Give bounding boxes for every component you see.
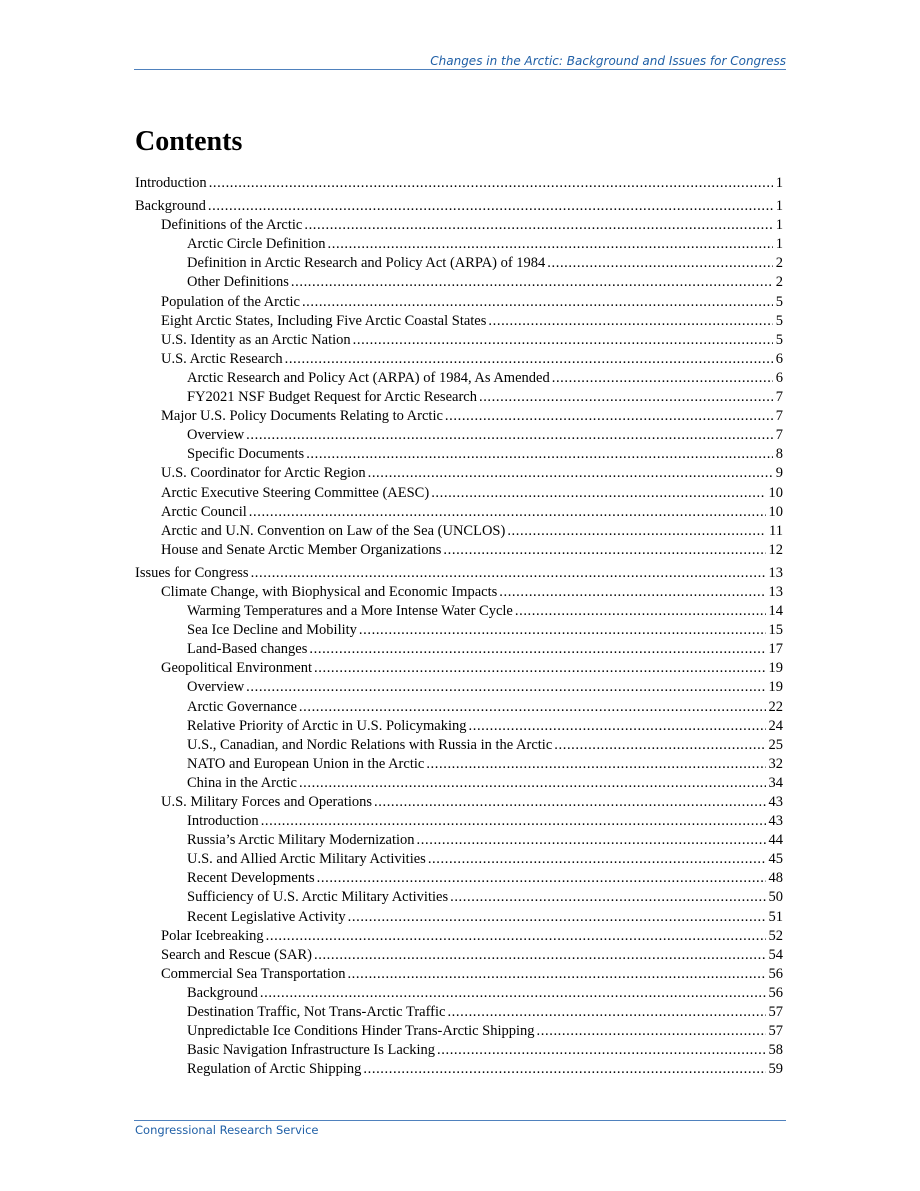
toc-entry[interactable]: [135, 293, 783, 312]
toc-dot-leader: [426, 755, 765, 774]
toc-entry-title: House and Senate Arctic Member Organizations: [161, 541, 442, 558]
toc-page-number: 2: [775, 255, 783, 272]
toc-entry-title: Major U.S. Policy Documents Relating to Arctic: [161, 408, 443, 425]
toc-page-number: 56: [768, 965, 783, 982]
toc-entry-title: Overview: [187, 679, 245, 696]
toc-dot-leader: [363, 1060, 765, 1079]
toc-entry[interactable]: [135, 1060, 783, 1079]
toc-entry-title: Issues for Congress: [135, 564, 249, 581]
toc-entry-title: Introduction: [187, 813, 259, 830]
toc-entry-title: Regulation of Arctic Shipping: [187, 1061, 362, 1078]
toc-entry[interactable]: [135, 388, 783, 407]
toc-dot-leader: [328, 235, 773, 254]
toc-page-number: 19: [768, 679, 783, 696]
toc-entry[interactable]: [135, 984, 783, 1003]
toc-dot-leader: [304, 216, 772, 235]
toc-entry[interactable]: [135, 1041, 783, 1060]
toc-page-number: 56: [768, 984, 783, 1001]
toc-entry-title: Sufficiency of U.S. Arctic Military Activities: [187, 889, 449, 906]
toc-entry[interactable]: [135, 1003, 783, 1022]
toc-page-number: 6: [775, 369, 783, 386]
toc-page-number: 1: [775, 217, 783, 234]
toc-entry[interactable]: [135, 522, 783, 541]
toc-entry[interactable]: [135, 254, 783, 273]
toc-page-number: 5: [775, 312, 783, 329]
toc-entry-title: FY2021 NSF Budget Request for Arctic Research: [187, 389, 477, 406]
toc-entry-title: Polar Icebreaking: [161, 927, 264, 944]
toc-page-number: 5: [775, 331, 783, 348]
toc-dot-leader: [515, 602, 766, 621]
toc-dot-leader: [314, 659, 765, 678]
toc-entry-title: Unpredictable Ice Conditions Hinder Trans-Arctic Shipping: [187, 1023, 535, 1040]
toc-dot-leader: [306, 445, 773, 464]
toc-entry-title: Sea Ice Decline and Mobility: [187, 622, 357, 639]
toc-entry-title: Definition in Arctic Research and Policy Act (ARPA) of 1984: [187, 255, 546, 272]
toc-dot-leader: [417, 831, 766, 850]
footer-organization: Congressional Research Service: [135, 1123, 319, 1137]
toc-entry[interactable]: [135, 369, 783, 388]
toc-entry[interactable]: [135, 426, 783, 445]
toc-entry[interactable]: [135, 174, 783, 193]
toc-entry-title: Commercial Sea Transportation: [161, 965, 346, 982]
toc-entry[interactable]: [135, 869, 783, 888]
toc-page-number: 54: [768, 946, 783, 963]
footer-rule: [134, 1120, 786, 1121]
toc-dot-leader: [547, 254, 772, 273]
toc-entry-title: Specific Documents: [187, 446, 305, 463]
toc-entry[interactable]: [135, 350, 783, 369]
toc-entry-title: Overview: [187, 427, 245, 444]
toc-dot-leader: [317, 869, 766, 888]
toc-dot-leader: [261, 812, 766, 831]
toc-entry-title: Background: [187, 984, 258, 1001]
header-rule: [134, 69, 786, 70]
toc-entry[interactable]: [135, 965, 783, 984]
toc-entry-title: Introduction: [135, 175, 207, 191]
toc-entry[interactable]: [135, 736, 783, 755]
toc-entry[interactable]: [135, 621, 783, 640]
toc-entry-title: Arctic and U.N. Convention on Law of the Sea (UNCLOS): [161, 522, 506, 539]
toc-dot-leader: [359, 621, 766, 640]
toc-page-number: 1: [775, 236, 783, 253]
toc-entry[interactable]: [135, 484, 783, 503]
toc-entry-title: Arctic Executive Steering Committee (AESC): [161, 484, 430, 501]
toc-entry[interactable]: [135, 1022, 783, 1041]
toc-page-number: 7: [775, 408, 783, 425]
toc-page-number: 9: [775, 465, 783, 482]
toc-page-number: 22: [768, 698, 783, 715]
toc-entry-title: China in the Arctic: [187, 774, 297, 791]
toc-entry-title: NATO and European Union in the Arctic: [187, 755, 425, 772]
toc-entry-title: Warming Temperatures and a More Intense Water Cycle: [187, 603, 513, 620]
toc-page-number: 50: [768, 889, 783, 906]
toc-entry[interactable]: [135, 888, 783, 907]
toc-entry-title: U.S. Identity as an Arctic Nation: [161, 331, 351, 348]
toc-dot-leader: [443, 541, 765, 560]
toc-entry[interactable]: [135, 564, 783, 583]
toc-dot-leader: [309, 640, 765, 659]
toc-page-number: 5: [775, 293, 783, 310]
toc-entry-title: Basic Navigation Infrastructure Is Lacking: [187, 1042, 436, 1059]
toc-entry[interactable]: [135, 927, 783, 946]
toc-page-number: 17: [768, 641, 783, 658]
toc-entry-title: Arctic Research and Policy Act (ARPA) of 1984, As Amended: [187, 369, 550, 386]
toc-entry-title: U.S. and Allied Arctic Military Activities: [187, 851, 426, 868]
toc-entry-title: U.S., Canadian, and Nordic Relations with Russia in the Arctic: [187, 736, 553, 753]
toc-entry-title: Arctic Council: [161, 503, 247, 520]
toc-dot-leader: [374, 793, 765, 812]
toc-entry[interactable]: [135, 698, 783, 717]
toc-page-number: 2: [775, 274, 783, 291]
toc-dot-leader: [428, 850, 766, 869]
toc-dot-leader: [368, 464, 773, 483]
toc-entry[interactable]: [135, 235, 783, 254]
toc-page-number: 51: [768, 908, 783, 925]
toc-dot-leader: [249, 503, 766, 522]
toc-dot-leader: [302, 293, 773, 312]
toc-dot-leader: [285, 350, 773, 369]
toc-dot-leader: [347, 965, 765, 984]
toc-page-number: 8: [775, 446, 783, 463]
toc-page-number: 15: [768, 622, 783, 639]
toc-entry-title: Climate Change, with Biophysical and Economic Impacts: [161, 583, 498, 600]
toc-entry-title: Background: [135, 198, 206, 215]
toc-dot-leader: [537, 1022, 766, 1041]
toc-entry-title: Destination Traffic, Not Trans-Arctic Traffic: [187, 1004, 446, 1021]
toc-page-number: 1: [775, 175, 783, 191]
toc-page-number: 13: [768, 583, 783, 600]
toc-page-number: 7: [775, 389, 783, 406]
toc-dot-leader: [479, 388, 773, 407]
toc-dot-leader: [348, 908, 766, 927]
toc-entry-title: Population of the Arctic: [161, 293, 300, 310]
toc-entry[interactable]: [135, 583, 783, 602]
toc-entry-title: Arctic Circle Definition: [187, 236, 326, 253]
toc-page-number: 10: [768, 503, 783, 520]
toc-entry[interactable]: [135, 908, 783, 927]
toc-dot-leader: [251, 564, 766, 583]
toc-page-number: 43: [768, 794, 783, 810]
toc-entry-title: Arctic Governance: [187, 698, 297, 715]
toc-entry[interactable]: [135, 312, 783, 331]
toc-entry[interactable]: [135, 197, 783, 216]
toc-page-number: 34: [768, 774, 783, 791]
toc-entry[interactable]: [135, 774, 783, 793]
toc-entry[interactable]: [135, 445, 783, 464]
toc-dot-leader: [437, 1041, 765, 1060]
toc-dot-leader: [507, 522, 766, 541]
toc-page-number: 12: [768, 541, 783, 558]
toc-dot-leader: [260, 984, 766, 1003]
toc-dot-leader: [299, 698, 766, 717]
toc-entry-title: Recent Legislative Activity: [187, 908, 346, 925]
toc-dot-leader: [209, 174, 773, 193]
toc-entry-title: Definitions of the Arctic: [161, 217, 303, 234]
toc-entry[interactable]: [135, 717, 783, 736]
toc-entry[interactable]: [135, 850, 783, 869]
toc-entry[interactable]: [135, 755, 783, 774]
toc-dot-leader: [299, 774, 766, 793]
toc-page-number: 57: [768, 1023, 783, 1040]
toc-entry[interactable]: [135, 946, 783, 965]
running-header: Changes in the Arctic: Background and Issues for Congress: [430, 54, 786, 68]
toc-page-number: 13: [768, 564, 783, 581]
toc-entry-title: U.S. Arctic Research: [161, 350, 283, 367]
toc-entry-title: Land-Based changes: [187, 641, 308, 658]
toc-entry-title: U.S. Coordinator for Arctic Region: [161, 465, 366, 482]
toc-dot-leader: [554, 736, 765, 755]
toc-entry[interactable]: [135, 640, 783, 659]
toc-entry-title: Other Definitions: [187, 274, 289, 291]
toc-entry[interactable]: [135, 503, 783, 522]
toc-entry[interactable]: [135, 812, 783, 831]
table-of-contents: [135, 174, 783, 1079]
toc-entry[interactable]: [135, 541, 783, 560]
toc-entry[interactable]: [135, 793, 783, 812]
page-title: Contents: [135, 126, 243, 157]
toc-dot-leader: [353, 331, 773, 350]
toc-page-number: 58: [768, 1042, 783, 1059]
toc-entry[interactable]: [135, 273, 783, 292]
toc-page-number: 45: [768, 851, 783, 868]
toc-page-number: 59: [768, 1061, 783, 1078]
toc-entry-title: U.S. Military Forces and Operations: [161, 794, 373, 810]
toc-entry[interactable]: [135, 216, 783, 235]
toc-entry-title: Search and Rescue (SAR): [161, 946, 312, 963]
toc-dot-leader: [499, 583, 765, 602]
toc-entry[interactable]: [135, 659, 783, 678]
toc-dot-leader: [431, 484, 765, 503]
toc-dot-leader: [488, 312, 772, 331]
toc-page-number: 10: [768, 484, 783, 501]
toc-dot-leader: [208, 197, 773, 216]
toc-dot-leader: [266, 927, 766, 946]
toc-dot-leader: [246, 678, 765, 697]
toc-entry[interactable]: [135, 831, 783, 850]
toc-entry-title: Eight Arctic States, Including Five Arctic Coastal States: [161, 312, 487, 329]
toc-dot-leader: [445, 407, 773, 426]
toc-dot-leader: [450, 888, 765, 907]
toc-entry-title: Geopolitical Environment: [161, 660, 313, 677]
toc-page-number: 19: [768, 660, 783, 677]
toc-entry-title: Russia’s Arctic Military Modernization: [187, 832, 415, 849]
toc-dot-leader: [314, 946, 766, 965]
toc-page-number: 1: [775, 198, 783, 215]
toc-page-number: 52: [768, 927, 783, 944]
toc-entry[interactable]: [135, 331, 783, 350]
toc-entry[interactable]: [135, 602, 783, 621]
toc-entry[interactable]: [135, 464, 783, 483]
toc-entry[interactable]: [135, 407, 783, 426]
toc-page-number: 24: [768, 717, 783, 734]
toc-page-number: 11: [769, 522, 783, 539]
toc-page-number: 25: [768, 736, 783, 753]
toc-page-number: 48: [768, 870, 783, 887]
toc-dot-leader: [246, 426, 773, 445]
toc-dot-leader: [552, 369, 773, 388]
toc-page-number: 57: [768, 1004, 783, 1021]
toc-entry-title: Recent Developments: [187, 870, 315, 887]
toc-page-number: 7: [775, 427, 783, 444]
toc-entry[interactable]: [135, 678, 783, 697]
toc-entry-title: Relative Priority of Arctic in U.S. Policymaking: [187, 717, 467, 734]
toc-dot-leader: [447, 1003, 765, 1022]
toc-page-number: 14: [768, 603, 783, 620]
toc-dot-leader: [469, 717, 766, 736]
toc-page-number: 32: [768, 755, 783, 772]
toc-page-number: 44: [768, 832, 783, 849]
toc-dot-leader: [291, 273, 773, 292]
toc-page-number: 43: [768, 813, 783, 830]
toc-page-number: 6: [775, 350, 783, 367]
